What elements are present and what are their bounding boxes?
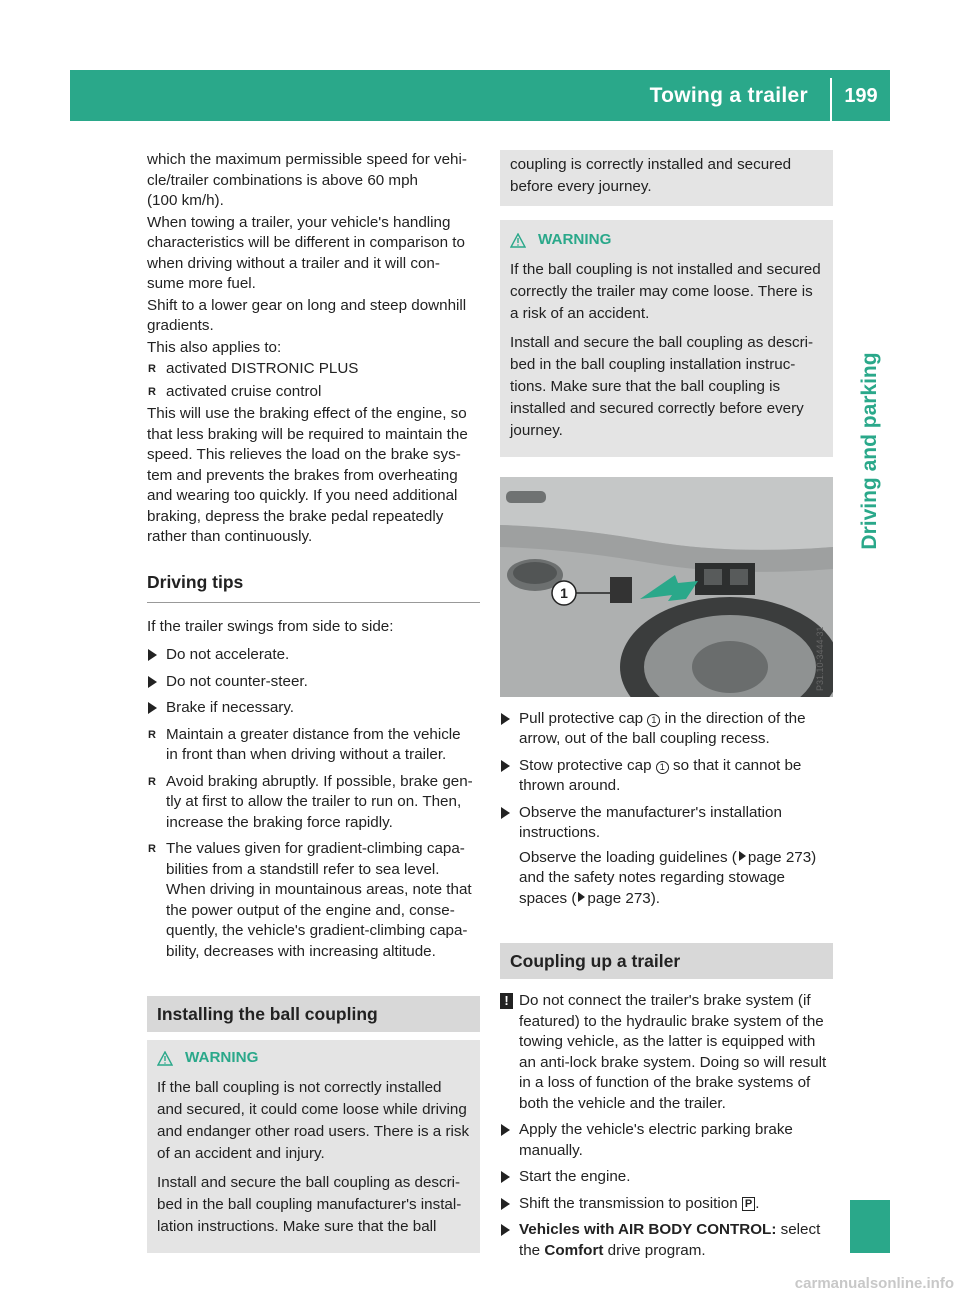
warning-text: Install and secure the ball coupling as descri- bed in the ball coupling manufacturer's instal- lation instructions. Make sure that the ball [157,1173,462,1235]
warning-header [157,1048,470,1069]
warning-icon [157,1051,173,1066]
applies-to-text: This also applies to: [147,338,282,356]
braking-paragraph: This will use the braking effect of the engine, so that less braking will be required to maintain the speed. This relieves the load on the brake sys- tem and prevents the brakes from overheating and wearing too quickly. If you need additional braking, depress the brake pedal repeatedly rather than continuously. [147,405,468,545]
step-item: Pull protective cap 1 in the direction of the arrow, out of the ball coupling recess. [500,709,833,750]
figure-code: P31.10-3444-31 [815,625,825,691]
step-item: Do not counter-steer. [147,672,480,693]
notice-item: ! Do not connect the trailer's brake system (if featured) to the hydraulic brake system of the towing vehicle, as the latter is equipped with an anti-lock brake system. Doing so will result in a loss of function of the brake systems of both the vehicle and the trailer. [500,991,833,1114]
section-title: Towing a trailer [649,84,808,107]
page-number: 199 [844,85,878,107]
step-item: Vehicles with AIR BODY CONTROL: select the Comfort drive program. [500,1220,833,1261]
warning-continued: coupling is correctly installed and secured before every journey. [500,150,833,206]
warning-header [510,230,823,251]
step-item: Apply the vehicle's electric parking brake manually. [500,1120,833,1161]
step-item: Shift the transmission to position P . [500,1194,833,1215]
notice-icon: ! [500,993,513,1009]
warning-text: Install and secure the ball coupling as descri- bed in the ball coupling installation instruc- tions. Make sure that the ball coupling is installed and secured correctly before every journey. [510,333,814,439]
callout-1-icon: 1 [647,714,660,727]
step-item: Observe the manufacturer's installation instructions. Observe the loading guidelines ( page 273) and the safety notes regarding stowage spaces ( page 273). [500,803,833,910]
step-item: Stow protective cap 1 so that it cannot be thrown around. [500,756,833,797]
list-item: R Maintain a greater distance from the vehicle in front than when driving without a trailer. [148,725,461,763]
driving-tips-heading: Driving tips [147,570,480,603]
page-ref-icon [739,851,746,861]
warning-icon [510,233,526,248]
chapter-tab [850,121,890,1253]
ball-coupling-figure [500,477,833,697]
list-item: R Avoid braking abruptly. If possible, brake gen- tly at first to allow the trailer to run on. Then, increase the braking force rapidly. [148,772,473,831]
warning-label: WARNING [538,231,612,248]
right-column [500,150,833,1267]
figure-callout: 1 [560,584,568,601]
step-item: Do not accelerate. [147,645,480,666]
list-item: R activated DISTRONIC PLUS [148,360,359,377]
step-item: Start the engine. [500,1167,833,1188]
list-item: R activated cruise control [148,382,322,400]
gear-position-p-icon: P [742,1197,755,1211]
left-column [147,150,480,1267]
chapter-marker [850,1200,890,1253]
step-item: Brake if necessary. [147,698,480,719]
intro-paragraph: which the maximum permissible speed for vehi- cle/trailer combinations is above 60 mph (100 km/h). [147,151,467,209]
callout-1-icon: 1 [656,761,669,774]
rear-bumper-illustration [500,477,833,697]
watermark: carmanualsonline.info [794,1274,954,1292]
header-bar [70,70,890,121]
list-item: R The values given for gradient-climbing capa- bilities from a standstill refer to sea level. When driving in mountainous areas, note that the power output of the engine and, conse- quently, the vehicle's gradient-climbing capa- bility, decreases with increasing altitude. [148,840,472,960]
handling-paragraph: When towing a trailer, your vehicle's handling characteristics will be different in comparison to when driving without a trailer and it will con- sume more fuel. [147,213,465,292]
warning-box [500,220,833,457]
chapter-tab-label: Driving and parking [857,352,881,550]
installing-heading: Installing the ball coupling [147,996,480,1032]
page-ref-icon [578,892,585,902]
coupling-heading: Coupling up a trailer [500,943,833,979]
warning-text: If the ball coupling is not installed and secured correctly the trailer may come loose. There is a risk of an accident. [510,260,821,322]
warning-box [147,1040,480,1253]
swing-intro: If the trailer swings from side to side: [147,617,394,635]
warning-text: If the ball coupling is not correctly installed and secured, it could come loose while driving and endanger other road users. There is a risk of an accident and injury. [157,1078,470,1162]
shift-paragraph: Shift to a lower gear on long and steep downhill gradients. [147,296,467,334]
warning-label: WARNING [185,1049,259,1066]
